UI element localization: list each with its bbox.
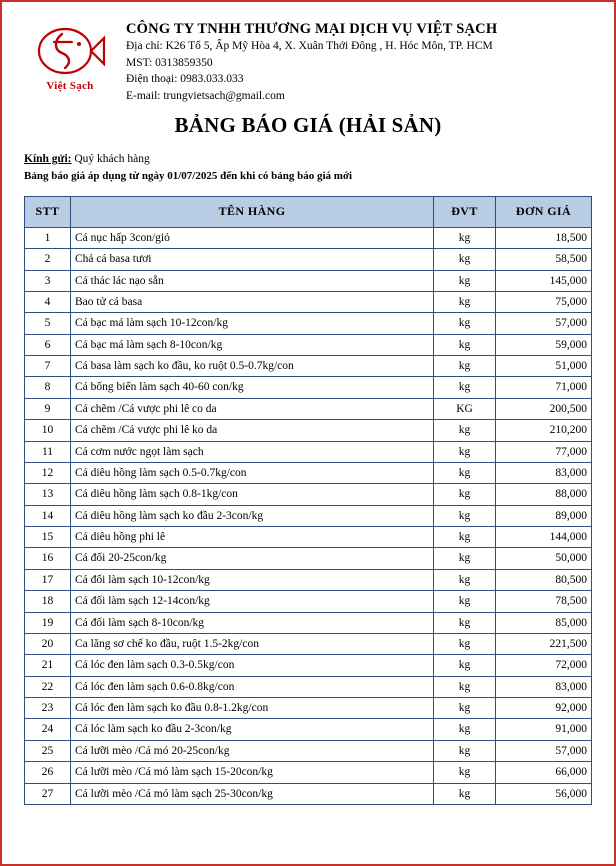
table-row [25, 441, 592, 462]
cell-stt: 13 [25, 484, 71, 505]
cell-unit: kg [434, 612, 496, 633]
cell-name: Cá chẽm /Cá vược phi lê ko da [71, 420, 434, 441]
cell-unit: kg [434, 420, 496, 441]
cell-price: 83,000 [496, 462, 592, 483]
company-address: Địa chỉ: K26 Tổ 5, Ấp Mỹ Hòa 4, X. Xuân Thới Đông , H. Hóc Môn, TP. HCM [126, 40, 493, 53]
cell-stt: 7 [25, 356, 71, 377]
cell-stt: 18 [25, 591, 71, 612]
cell-name: Cá cơm nước ngọt làm sạch [71, 441, 434, 462]
company-logo [24, 16, 116, 92]
cell-stt: 11 [25, 441, 71, 462]
cell-unit: kg [434, 270, 496, 291]
cell-unit: kg [434, 249, 496, 270]
cell-unit: kg [434, 484, 496, 505]
cell-name: Cá lóc làm sạch ko đầu 2-3con/kg [71, 719, 434, 740]
table-row [25, 569, 592, 590]
column-header-price: ĐƠN GIÁ [496, 196, 592, 227]
cell-name: Cá bạc má làm sạch 10-12con/kg [71, 313, 434, 334]
cell-price: 92,000 [496, 698, 592, 719]
cell-price: 77,000 [496, 441, 592, 462]
table-row [25, 505, 592, 526]
table-row [25, 356, 592, 377]
cell-unit: kg [434, 762, 496, 783]
cell-unit: KG [434, 398, 496, 419]
cell-name: Cá lóc đen làm sạch 0.3-0.5kg/con [71, 655, 434, 676]
cell-stt: 15 [25, 527, 71, 548]
company-info [126, 16, 592, 105]
document-header [24, 16, 592, 105]
cell-price: 88,000 [496, 484, 592, 505]
cell-name: Bao tử cá basa [71, 291, 434, 312]
page-title: BẢNG BÁO GIÁ (HẢI SẢN) [174, 112, 442, 137]
cell-stt: 3 [25, 270, 71, 291]
cell-name: Cá lưỡi mèo /Cá mó làm sạch 15-20con/kg [71, 762, 434, 783]
cell-price: 50,000 [496, 548, 592, 569]
cell-unit: kg [434, 719, 496, 740]
cell-price: 56,000 [496, 783, 592, 804]
cell-stt: 23 [25, 698, 71, 719]
table-row [25, 740, 592, 761]
cell-name: Cá diêu hồng làm sạch 0.8-1kg/con [71, 484, 434, 505]
table-row [25, 698, 592, 719]
cell-name: Cá bạc má làm sạch 8-10con/kg [71, 334, 434, 355]
cell-unit: kg [434, 356, 496, 377]
cell-stt: 19 [25, 612, 71, 633]
cell-name: Cá chẽm /Cá vược phi lê co da [71, 398, 434, 419]
cell-stt: 20 [25, 633, 71, 654]
cell-price: 18,500 [496, 227, 592, 248]
recipient-row [24, 150, 592, 168]
cell-stt: 10 [25, 420, 71, 441]
column-header-name: TÊN HÀNG [71, 196, 434, 227]
cell-name: Cá lóc đen làm sạch 0.6-0.8kg/con [71, 676, 434, 697]
cell-unit: kg [434, 698, 496, 719]
cell-name: Cá nục hấp 3con/giỏ [71, 227, 434, 248]
cell-stt: 24 [25, 719, 71, 740]
table-body [25, 227, 592, 804]
table-row [25, 527, 592, 548]
cell-stt: 17 [25, 569, 71, 590]
cell-name: Cá diêu hồng phi lê [71, 527, 434, 548]
price-table [24, 196, 592, 805]
table-row [25, 612, 592, 633]
fish-logo-icon [32, 20, 108, 82]
column-header-stt: STT [25, 196, 71, 227]
cell-unit: kg [434, 783, 496, 804]
cell-unit: kg [434, 633, 496, 654]
cell-price: 85,000 [496, 612, 592, 633]
cell-name: Cá đối làm sạch 10-12con/kg [71, 569, 434, 590]
cell-stt: 22 [25, 676, 71, 697]
cell-name: Cá bống biển làm sạch 40-60 con/kg [71, 377, 434, 398]
cell-price: 59,000 [496, 334, 592, 355]
table-row [25, 398, 592, 419]
company-name: CÔNG TY TNHH THƯƠNG MẠI DỊCH VỤ VIỆT SẠCH [126, 21, 498, 37]
recipient-value: Quý khách hàng [74, 152, 150, 165]
table-row [25, 270, 592, 291]
cell-price: 72,000 [496, 655, 592, 676]
column-header-unit: ĐVT [434, 196, 496, 227]
recipient-label: Kính gửi: [24, 152, 72, 165]
cell-name: Cá đối 20-25con/kg [71, 548, 434, 569]
validity-note: Bảng báo giá áp dụng từ ngày 01/07/2025 đến khi có bảng báo giá mới [24, 170, 353, 183]
cell-stt: 8 [25, 377, 71, 398]
cell-unit: kg [434, 548, 496, 569]
table-row [25, 420, 592, 441]
cell-stt: 6 [25, 334, 71, 355]
cell-stt: 12 [25, 462, 71, 483]
cell-price: 89,000 [496, 505, 592, 526]
cell-price: 71,000 [496, 377, 592, 398]
cell-price: 144,000 [496, 527, 592, 548]
cell-price: 75,000 [496, 291, 592, 312]
cell-unit: kg [434, 227, 496, 248]
cell-unit: kg [434, 377, 496, 398]
cell-name: Cá diêu hồng làm sạch ko đầu 2-3con/kg [71, 505, 434, 526]
cell-price: 210,200 [496, 420, 592, 441]
cell-unit: kg [434, 676, 496, 697]
cell-unit: kg [434, 505, 496, 526]
cell-price: 221,500 [496, 633, 592, 654]
cell-name: Cá đối làm sạch 12-14con/kg [71, 591, 434, 612]
table-row [25, 548, 592, 569]
cell-unit: kg [434, 313, 496, 334]
cell-stt: 1 [25, 227, 71, 248]
cell-price: 51,000 [496, 356, 592, 377]
cell-unit: kg [434, 462, 496, 483]
table-row [25, 676, 592, 697]
cell-stt: 2 [25, 249, 71, 270]
cell-price: 66,000 [496, 762, 592, 783]
logo-caption: Việt Sạch [46, 80, 94, 92]
table-row [25, 334, 592, 355]
table-row [25, 762, 592, 783]
cell-unit: kg [434, 291, 496, 312]
table-row [25, 462, 592, 483]
company-phone: Điện thoại: 0983.033.033 [126, 73, 244, 86]
cell-stt: 25 [25, 740, 71, 761]
cell-name: Cá lưỡi mèo /Cá mó làm sạch 25-30con/kg [71, 783, 434, 804]
table-header-row [25, 196, 592, 227]
table-row [25, 591, 592, 612]
cell-name: Cá lóc đen làm sạch ko đầu 0.8-1.2kg/con [71, 698, 434, 719]
company-email: E-mail: trungvietsach@gmail.com [126, 90, 285, 103]
cell-unit: kg [434, 591, 496, 612]
table-row [25, 227, 592, 248]
table-row [25, 719, 592, 740]
cell-name: Cá đối làm sạch 8-10con/kg [71, 612, 434, 633]
table-row [25, 313, 592, 334]
cell-name: Cá thác lác nạo sẵn [71, 270, 434, 291]
cell-name: Cá basa làm sạch ko đầu, ko ruột 0.5-0.7kg/con [71, 356, 434, 377]
cell-price: 200,500 [496, 398, 592, 419]
cell-unit: kg [434, 740, 496, 761]
company-tax-code: MST: 0313859350 [126, 56, 213, 69]
cell-name: Ca lăng sơ chế ko đầu, ruột 1.5-2kg/con [71, 633, 434, 654]
cell-name: Cá lưỡi mèo /Cá mó 20-25con/kg [71, 740, 434, 761]
cell-stt: 5 [25, 313, 71, 334]
cell-price: 80,500 [496, 569, 592, 590]
cell-stt: 21 [25, 655, 71, 676]
cell-price: 58,500 [496, 249, 592, 270]
cell-unit: kg [434, 569, 496, 590]
cell-name: Cá diêu hồng làm sạch 0.5-0.7kg/con [71, 462, 434, 483]
table-row [25, 249, 592, 270]
cell-stt: 26 [25, 762, 71, 783]
table-row [25, 655, 592, 676]
cell-unit: kg [434, 527, 496, 548]
cell-unit: kg [434, 334, 496, 355]
table-row [25, 484, 592, 505]
cell-name: Chả cá basa tươi [71, 249, 434, 270]
cell-price: 57,000 [496, 740, 592, 761]
table-row [25, 377, 592, 398]
cell-price: 78,500 [496, 591, 592, 612]
cell-unit: kg [434, 655, 496, 676]
cell-unit: kg [434, 441, 496, 462]
document-meta [24, 150, 592, 186]
cell-price: 145,000 [496, 270, 592, 291]
table-row [25, 291, 592, 312]
cell-stt: 14 [25, 505, 71, 526]
cell-price: 91,000 [496, 719, 592, 740]
cell-stt: 4 [25, 291, 71, 312]
cell-stt: 9 [25, 398, 71, 419]
cell-price: 83,000 [496, 676, 592, 697]
table-row [25, 783, 592, 804]
cell-price: 57,000 [496, 313, 592, 334]
cell-stt: 27 [25, 783, 71, 804]
cell-stt: 16 [25, 548, 71, 569]
table-row [25, 633, 592, 654]
